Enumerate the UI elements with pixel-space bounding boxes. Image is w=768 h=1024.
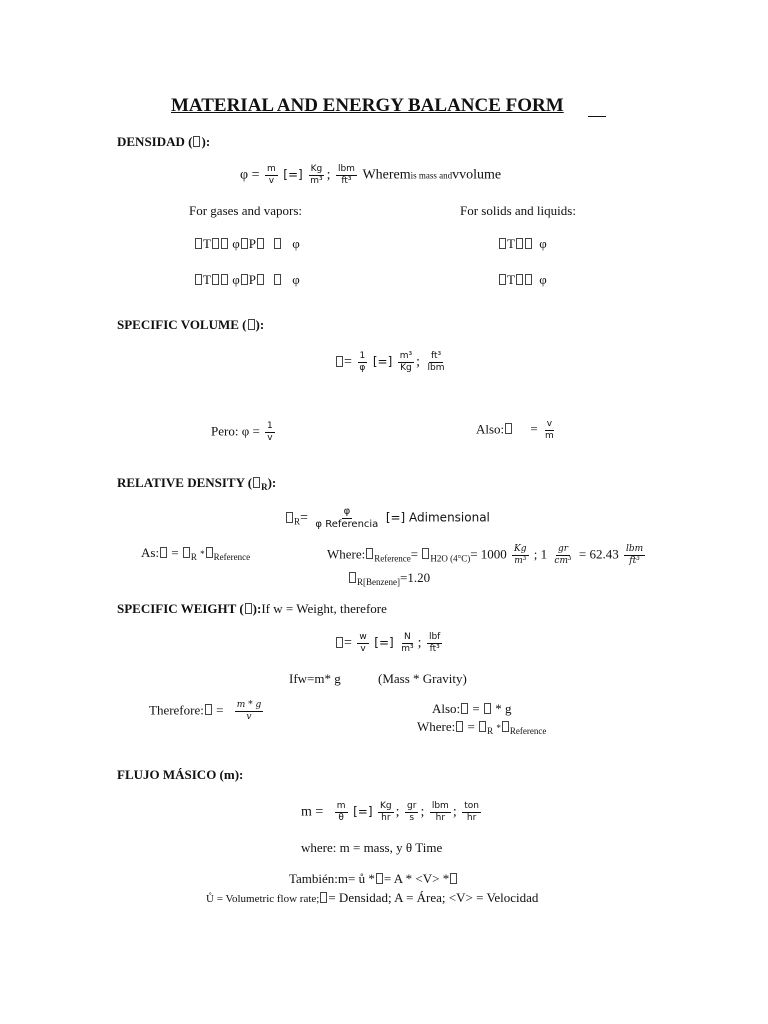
also-equation: Also: = $\frac{v}{m}$ <box>476 419 554 441</box>
specific-weight-heading: SPECIFIC WEIGHT ( ):If w = Weight, therefore <box>117 601 387 616</box>
where-water-equation: Where: $_{Reference}$= $_{H2O (4^\circ C)}$= 1000 $\frac{Kg}{\text{m³}}$ ; 1 $\frac{gr}{\text{cm³}}$ = 62.43 $\frac{\text{lbm}}{\text{ft³}}$ <box>327 544 644 566</box>
gases-label: For gases and vapors: <box>189 203 303 218</box>
relative-density-equation: $_R$= $\frac{\varphi}{\text{φ Referencia}}$ [=] Adimensional <box>285 507 490 530</box>
specific-weight-equation: = $\frac{w}{v}$ [=] $\frac{N}{\text{m³}}$ ; $\frac{\text{lbf}}{\text{ft³}}$ <box>335 633 444 654</box>
density-heading: DENSIDAD ( ): <box>117 134 211 149</box>
specific-volume-heading: SPECIFIC VOLUME ( ): <box>117 317 265 332</box>
solids-label: For solids and liquids: <box>460 203 576 218</box>
page-title: MATERIAL AND ENERGY BALANCE FORM <box>171 95 564 116</box>
solid-relation-2: T φ <box>498 272 547 288</box>
where-weight-equation: Where: = $_R$ * $_{Reference}$ <box>417 719 547 736</box>
weight-definition: Ifw=m* g <box>289 671 341 686</box>
specific-volume-equation: = $\frac{1}{\varphi}$ [=] $\frac{\text{m³}}{Kg}$ ; $\frac{\text{ft³}}{\text{lbm}}$ <box>335 352 449 373</box>
tambien-equation: También:m= ů * = A * <V> * <box>289 871 458 887</box>
mass-flow-where: where: m = mass, y θ Time <box>301 840 443 855</box>
pero-equation: Pero: φ = $\frac{1}{v}$ <box>211 421 273 443</box>
relative-density-heading: RELATIVE DENSITY ( $_R$): <box>117 475 277 492</box>
title-underline-tail <box>588 116 606 117</box>
solid-relation-1: T φ <box>498 236 547 252</box>
mass-flow-legend: Ů = Volumetric flow rate; = Densidad; A = Área; <V> = Velocidad <box>206 890 539 905</box>
as-equation: As: = $_R$ * $_{Reference}$ <box>141 545 251 562</box>
mass-gravity-note: (Mass * Gravity) <box>378 671 467 686</box>
also-weight-equation: Also: = * g <box>432 701 512 716</box>
therefore-equation: Therefore: = $\frac{m * g}{v}$ <box>149 700 262 722</box>
mass-flow-equation: m = $\frac{m}{\theta}$ [=] $\frac{Kg}{hr}$ ; $\frac{gr}{s}$ ; $\frac{\text{lbm}}{hr}$ ; $\frac{\text{ton}}{hr}$ <box>301 801 479 823</box>
rho-symbol-icon <box>193 136 200 147</box>
density-equation: φ = $\frac{m}{v}$ [=] $\frac{Kg}{\text{m³}}$ ; $\frac{\text{lbm}}{\text{ft³}}$ Wheremis mass andvvolume <box>240 164 502 186</box>
mass-flow-heading: FLUJO MÁSICO (m): <box>117 767 244 782</box>
gas-relation-2: T φ P φ <box>194 272 300 288</box>
gas-relation-1: T φ P φ <box>194 236 300 252</box>
benzene-equation: $_{R[Benzene]}$=1.20 <box>348 570 430 587</box>
